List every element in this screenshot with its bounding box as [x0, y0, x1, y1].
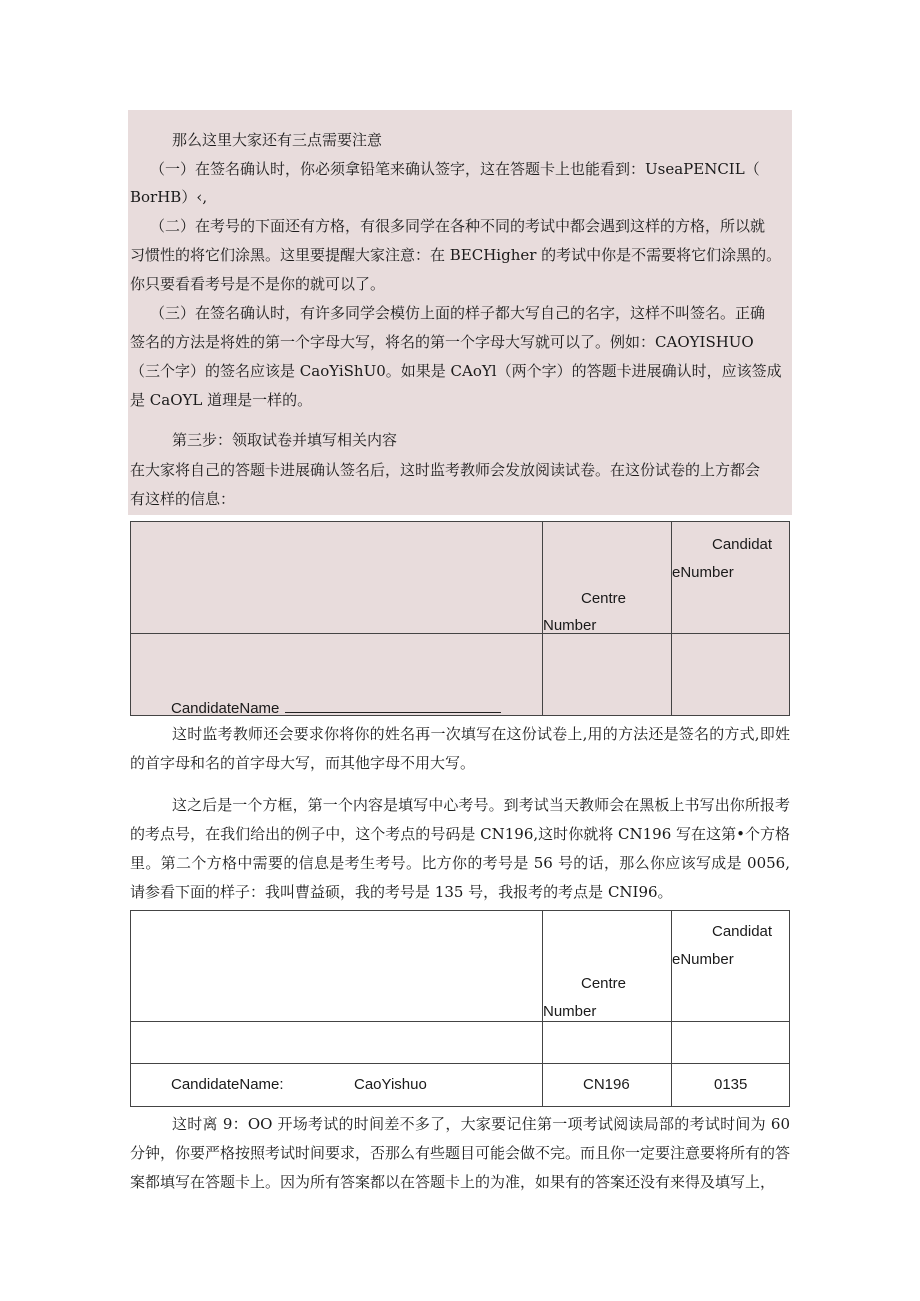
paragraph-exam-time: 这时离 9：OO 开场考试的时间差不多了，大家要记住第一项考试阅读局部的考试时间为 60 分钟，你要严格按照考试时间要求，否那么有些题目可能会做不完。而且你一定要注意要将所有的答案都填写在答题卡上。因为所有答案都以在答题卡上的为准，如果有的答案还没有来得及填写上，	[130, 1115, 791, 1191]
notes-intro: 那么这里大家还有三点需要注意	[172, 131, 383, 149]
table1-candidate-number-header: Candidat eNumber	[672, 522, 790, 634]
name-underline	[285, 698, 501, 713]
note-3-line-3: （三个字）的签名应该是 CaoYiShU0。如果是 CAoYl（两个字）的答题卡进展确认时，应该签成	[130, 362, 782, 380]
step3-heading: 第三步：领取试卷并填写相关内容	[172, 431, 398, 449]
table1-candidate-name-cell	[131, 634, 543, 716]
table1-candidate-number-cell	[672, 634, 790, 716]
table2-blank-cell-2	[543, 1022, 672, 1064]
candidate-name-label: CandidateName:	[171, 1076, 284, 1093]
table2-candidate-number-value-cell	[672, 1064, 790, 1107]
table2-blank-cell-1	[131, 1022, 543, 1064]
candidate-name-value: CaoYishuo	[354, 1076, 427, 1093]
note-2-line-3: 你只要看看考号是不是你的就可以了。	[130, 275, 386, 293]
table1-top-left-cell	[131, 522, 543, 634]
centre-number-value: CN196	[583, 1076, 630, 1093]
note-1-line-1: （一）在签名确认时，你必须拿铅笔来确认签字，这在答题卡上也能看到：UseaPENCIL（	[150, 160, 760, 178]
candidate-name-label: CandidateName	[171, 700, 280, 717]
table2-candidate-name-cell	[131, 1064, 543, 1107]
note-3-line-4: 是 CaOYL 道理是一样的。	[130, 391, 313, 409]
note-3-line-2: 签名的方法是将姓的第一个字母大写，将名的第一个字母大写就可以了。例如：CAOYISHUO	[130, 333, 754, 351]
table2-centre-number-value-cell	[543, 1064, 672, 1107]
table2-centre-number-header: Centre Number	[543, 911, 672, 1022]
table1-centre-number-cell	[543, 634, 672, 716]
table2-top-left-cell	[131, 911, 543, 1022]
sample-header-table-blank	[130, 521, 790, 716]
candidate-number-value: 0135	[714, 1076, 748, 1093]
table2-candidate-number-header: Candidat eNumber	[672, 911, 790, 1022]
note-2-line-1: （二）在考号的下面还有方格，有很多同学在各种不同的考试中都会遇到这样的方格，所以就	[150, 217, 766, 235]
table2-blank-cell-3	[672, 1022, 790, 1064]
note-2-line-2: 习惯性的将它们涂黑。这里要提醒大家注意：在 BECHigher 的考试中你是不需要将它们涂黑的。	[130, 246, 782, 264]
table1-centre-number-header: Centre Number	[543, 522, 672, 634]
sample-header-table-filled	[130, 910, 790, 1107]
paragraph-centre-number: 这之后是一个方框，第一个内容是填写中心考号。到考试当天教师会在黑板上书写出你所报考的考点号，在我们给出的例子中，这个考点的号码是 CN196,这时你就将 CN196 写在这第•个方格里。第二个方格中需要的信息是考生考号。比方你的考号是 56 号的话，那么你应该写成是 0056,请参看下面的样子：我叫曹益硕，我的考号是 135 号，我报考的考点是 CNI96。	[130, 796, 790, 901]
paragraph-signature-instruction: 这时监考教师还会要求你将你的姓名再一次填写在这份试卷上,用的方法还是签名的方式,即姓的首字母和名的首字母大写，而其他字母不用大写。	[130, 725, 790, 772]
note-1-line-2: BorHB）‹,	[130, 188, 208, 206]
note-3-line-1: （三）在签名确认时，有许多同学会模仿上面的样子都大写自己的名字，这样不叫签名。正确	[150, 304, 766, 322]
step3-line-1: 在大家将自己的答题卡进展确认签名后，这时监考教师会发放阅读试卷。在这份试卷的上方都会	[130, 461, 761, 479]
step3-line-2: 有这样的信息：	[130, 490, 236, 508]
